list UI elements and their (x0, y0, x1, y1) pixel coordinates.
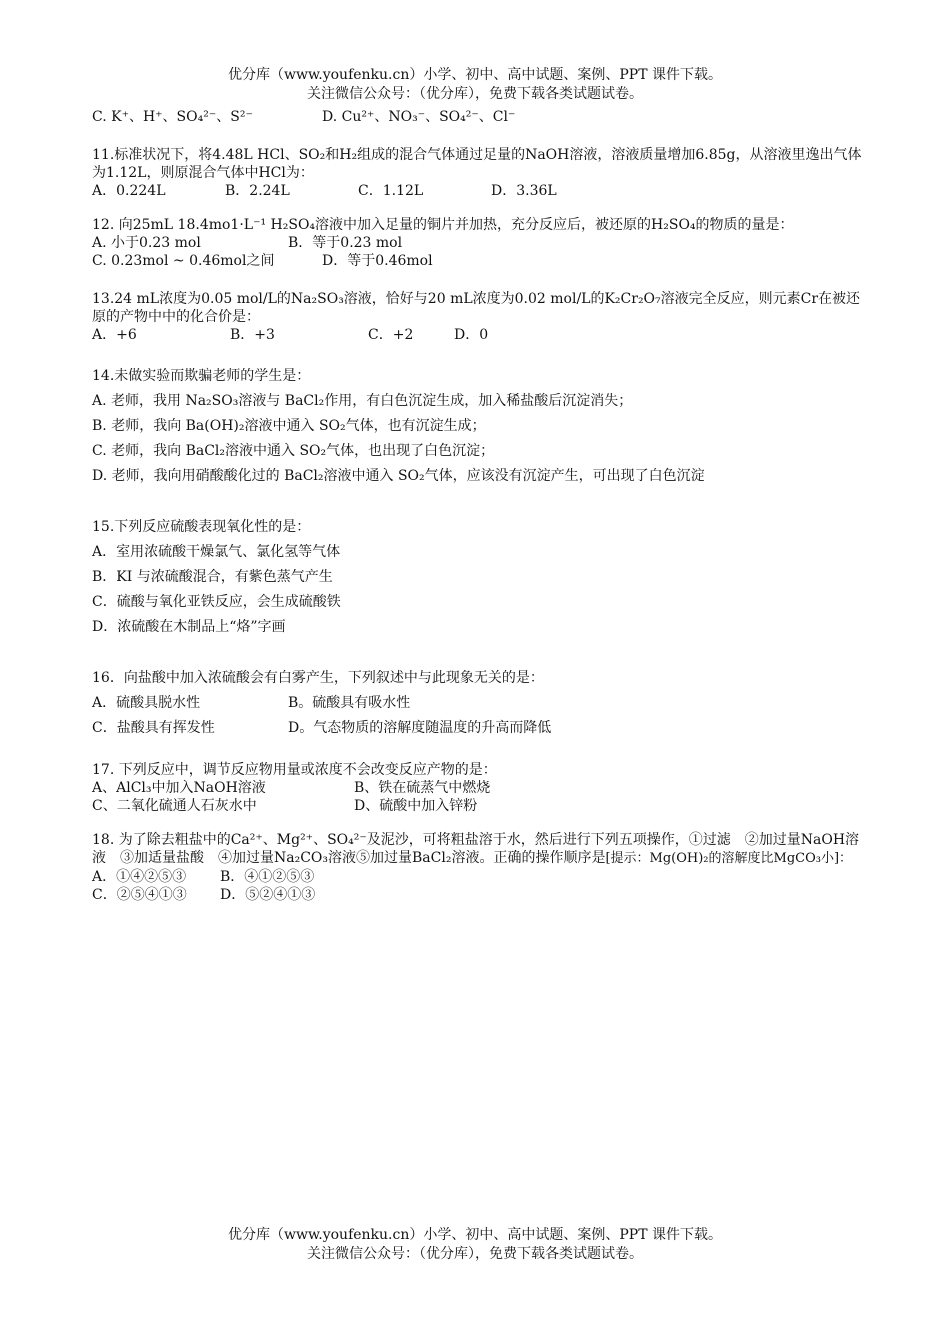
q11-option-d: D．3.36L (491, 183, 557, 199)
q13-option-d: D．0 (454, 327, 489, 343)
question-content (92, 108, 872, 904)
q17-stem: 17. 下列反应中，调节反应物用量或浓度不会改变反应产物的是： (92, 762, 497, 778)
question-11 (92, 146, 872, 200)
question-12 (92, 216, 872, 270)
q11-options (92, 182, 872, 200)
q17-option-a: A、AlCl₃中加入NaOH溶液 (92, 780, 266, 796)
q12-option-a: A. 小于0.23 mol (92, 235, 201, 251)
q12-stem: 12. 向25mL 18.4mo1·L⁻¹ H₂SO₄溶液中加入足量的铜片并加热，充分反应后，被还原的H₂SO₄的物质的量是： (92, 217, 794, 233)
q17-option-c: C、二氧化硫通人石灰水中 (92, 798, 257, 814)
q12-options-cd (92, 252, 872, 270)
q11-stem: 11.标准状况下，将4.48L HCl、SO₂和H₂组成的混合气体通过足量的NaOH溶液，溶液质量增加6.85g，从溶液里逸出气体为1.12L，则原混合气体中HCl为： (92, 147, 862, 181)
footer-line-1: 优分库（www.youfenku.cn）小学、初中、高中试题、案例、PPT 课件下载。 (227, 1227, 722, 1243)
q14-option-c: C. 老师，我向 BaCl₂溶液中通入 SO₂气体，也出现了白色沉淀； (92, 443, 495, 459)
q16-option-a: A．硫酸具脱水性 (92, 695, 201, 711)
q12-option-b: B．等于0.23 mol (288, 235, 403, 251)
q17-options-ab (92, 779, 872, 797)
q12-option-d: D．等于0.46mol (322, 253, 433, 269)
q16-options-ab (92, 691, 872, 716)
q10-option-c: C. K⁺、H⁺、SO₄²⁻、S²⁻ (92, 109, 253, 125)
q13-stem: 13.24 mL浓度为0.05 mol/L的Na₂SO₃溶液，恰好与20 mL浓度为0.02 mol/L的K₂Cr₂O₇溶液完全反应，则元素Cr在被还原的产物中中的化合价是： (92, 291, 861, 325)
footer-line-2: 关注微信公众号：（优分库），免费下载各类试题试卷。 (307, 1246, 643, 1262)
question-16 (92, 666, 872, 741)
q18-option-a: A．①④②⑤③ (92, 869, 187, 885)
q16-option-c: C．盐酸具有挥发性 (92, 720, 215, 736)
question-17 (92, 761, 872, 815)
q18-options-cd (92, 886, 872, 904)
question-14 (92, 364, 872, 489)
q10-option-d: D. Cu²⁺、NO₃⁻、SO₄²⁻、Cl⁻ (322, 109, 516, 125)
page-header (0, 66, 950, 104)
q17-options-cd (92, 797, 872, 815)
q17-option-d: D、硫酸中加入锌粉 (354, 798, 478, 814)
q17-option-b: B、铁在硫蒸气中燃烧 (354, 780, 491, 796)
question-13 (92, 290, 872, 344)
q13-option-a: A．+6 (92, 327, 137, 343)
question-15 (92, 515, 872, 640)
q12-options-ab (92, 234, 872, 252)
q16-option-b: B。硫酸具有吸水性 (288, 695, 411, 711)
q16-option-d: D。气态物质的溶解度随温度的升高而降低 (288, 720, 552, 736)
q15-option-c: C．硫酸与氧化亚铁反应，会生成硫酸铁 (92, 594, 341, 610)
q14-option-a: A. 老师，我用 Na₂SO₃溶液与 BaCl₂作用，有白色沉淀生成，加入稀盐酸后沉淀消失； (92, 393, 633, 409)
q10-options-cd (92, 108, 872, 126)
q15-option-a: A．室用浓硫酸干燥氯气、氯化氢等气体 (92, 544, 341, 560)
q18-stem: 18. 为了除去粗盐中的Ca²⁺、Mg²⁺、SO₄²⁻及泥沙，可将粗盐溶于水，然后进行下列五项操作，①过滤 ②加过量NaOH溶液 ③加适量盐酸 ④加过量Na₂CO₃溶液⑤加过量BaCl₂溶液。正确的操作顺序是 (92, 832, 860, 866)
q13-option-b: B．+3 (230, 327, 275, 343)
q13-option-c: C．+2 (368, 327, 414, 343)
question-18 (92, 831, 872, 904)
q18-hint: [提示：Mg(OH)₂的溶解度比MgCO₃小]： (605, 851, 853, 866)
q14-option-d: D. 老师，我向用硝酸酸化过的 BaCl₂溶液中通入 SO₂气体，应该没有沉淀产生，可出现了白色沉淀 (92, 468, 705, 484)
q14-option-b: B. 老师，我向 Ba(OH)₂溶液中通入 SO₂气体，也有沉淀生成； (92, 418, 486, 434)
q15-option-b: B．KI 与浓硫酸混合，有紫色蒸气产生 (92, 569, 333, 585)
q18-option-b: B．④①②⑤③ (220, 869, 315, 885)
q14-stem: 14.未做实验而欺骗老师的学生是： (92, 368, 311, 384)
q15-stem: 15.下列反应硫酸表现氧化性的是： (92, 519, 311, 535)
q16-stem: 16．向盐酸中加入浓硫酸会有白雾产生，下列叙述中与此现象无关的是： (92, 670, 544, 686)
q18-option-d: D．⑤②④①③ (220, 887, 316, 903)
header-line-2: 关注微信公众号：（优分库），免费下载各类试题试卷。 (307, 86, 643, 102)
q13-options (92, 326, 872, 344)
q18-stem-wrap (92, 831, 872, 868)
q11-option-a: A．0.224L (92, 183, 166, 199)
q18-option-c: C．②⑤④①③ (92, 887, 187, 903)
q11-option-c: C．1.12L (358, 183, 424, 199)
page-footer (0, 1226, 950, 1264)
q11-option-b: B．2.24L (225, 183, 290, 199)
q18-options-ab (92, 868, 872, 886)
q15-option-d: D．浓硫酸在木制品上“烙”字画 (92, 619, 286, 635)
q16-options-cd (92, 716, 872, 741)
header-line-1: 优分库（www.youfenku.cn）小学、初中、高中试题、案例、PPT 课件下载。 (227, 67, 722, 83)
q12-option-c: C. 0.23mol ~ 0.46mol之间 (92, 253, 275, 269)
